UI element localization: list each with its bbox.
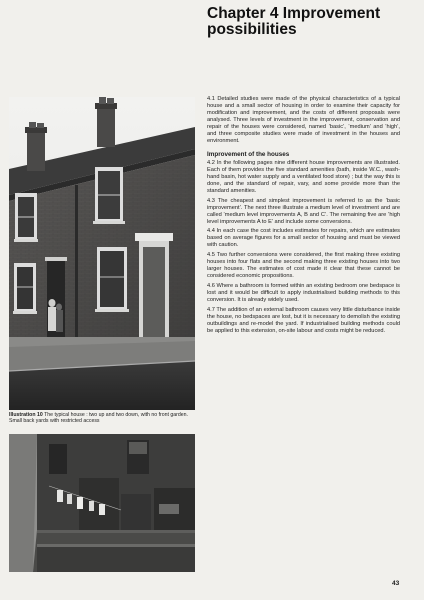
caption-text: The typical house : two up and two down, with no front garden. Small back yards with restricted access [9, 412, 188, 425]
paragraph-4-4: 4.4 In each case the cost includes estimates for repairs, which are estimates based on average figures for a small sector of housing and must be viewed with caution. [207, 228, 400, 249]
chapter-title-line2: possibilities [207, 21, 297, 38]
paragraph-4-3: 4.3 The cheapest and simplest improvement is referred to as the ‘basic improvement’. The next three illustrate a medium level of investment and are called ‘medium level improvements A, B and C’. The remaining five are ‘high level improvements A to E’ and include some conversions. [207, 197, 400, 225]
paragraph-4-6: 4.6 Where a bathroom is formed within an existing bedroom one bedspace is lost and it would be difficult to apply industrialised building methods to this conversion. It is already widely used. [207, 282, 400, 303]
chapter-title-line1: Chapter 4 Improvement [207, 5, 381, 22]
caption-label: Illustration 10 [9, 412, 43, 418]
body-text [207, 96, 400, 337]
paragraph-4-5: 4.5 Two further conversions were considered, the first making three existing houses into four flats and the second making three existing houses into two larger houses. The estimates of cost made it clear that these cannot be considered economic propositions. [207, 252, 400, 280]
page-number: 43 [392, 580, 400, 587]
back-yard-photo [9, 434, 195, 572]
paragraph-4-1: 4.1 Detailed studies were made of the physical characteristics of a typical house and a small sector of housing in order to examine their capacity for modification and improvement, and the costs of different proposals were analysed. Three levels of investment in the improvement, conservation and repair of the houses were considered, named ‘basic’, ‘medium’ and ‘high’, and three composite studies were made of investment in the houses and environment. [207, 96, 400, 145]
illustration-caption [9, 412, 197, 425]
terraced-house-photo [9, 97, 195, 410]
section-heading: Improvement of the houses [207, 151, 290, 159]
paragraph-4-2: 4.2 In the following pages nine different house improvements are illustrated. Each of them provides the five standard amenities (bath, inside W.C., wash-hand basin, hot water supply and a ventilated food store) ; but the way this is done, and the standard of repair, vary, and some provide more than the standard amenities. [207, 159, 400, 194]
paragraph-4-7: 4.7 The addition of an external bathroom causes very little disturbance inside the house, no bedspaces are lost, but it is necessary to demolish the existing outbuildings and re-model the yard. If industrialised building methods could be applied to this extension, on-site labour and costs might be reduced. [207, 306, 400, 334]
chapter-title [207, 6, 412, 38]
